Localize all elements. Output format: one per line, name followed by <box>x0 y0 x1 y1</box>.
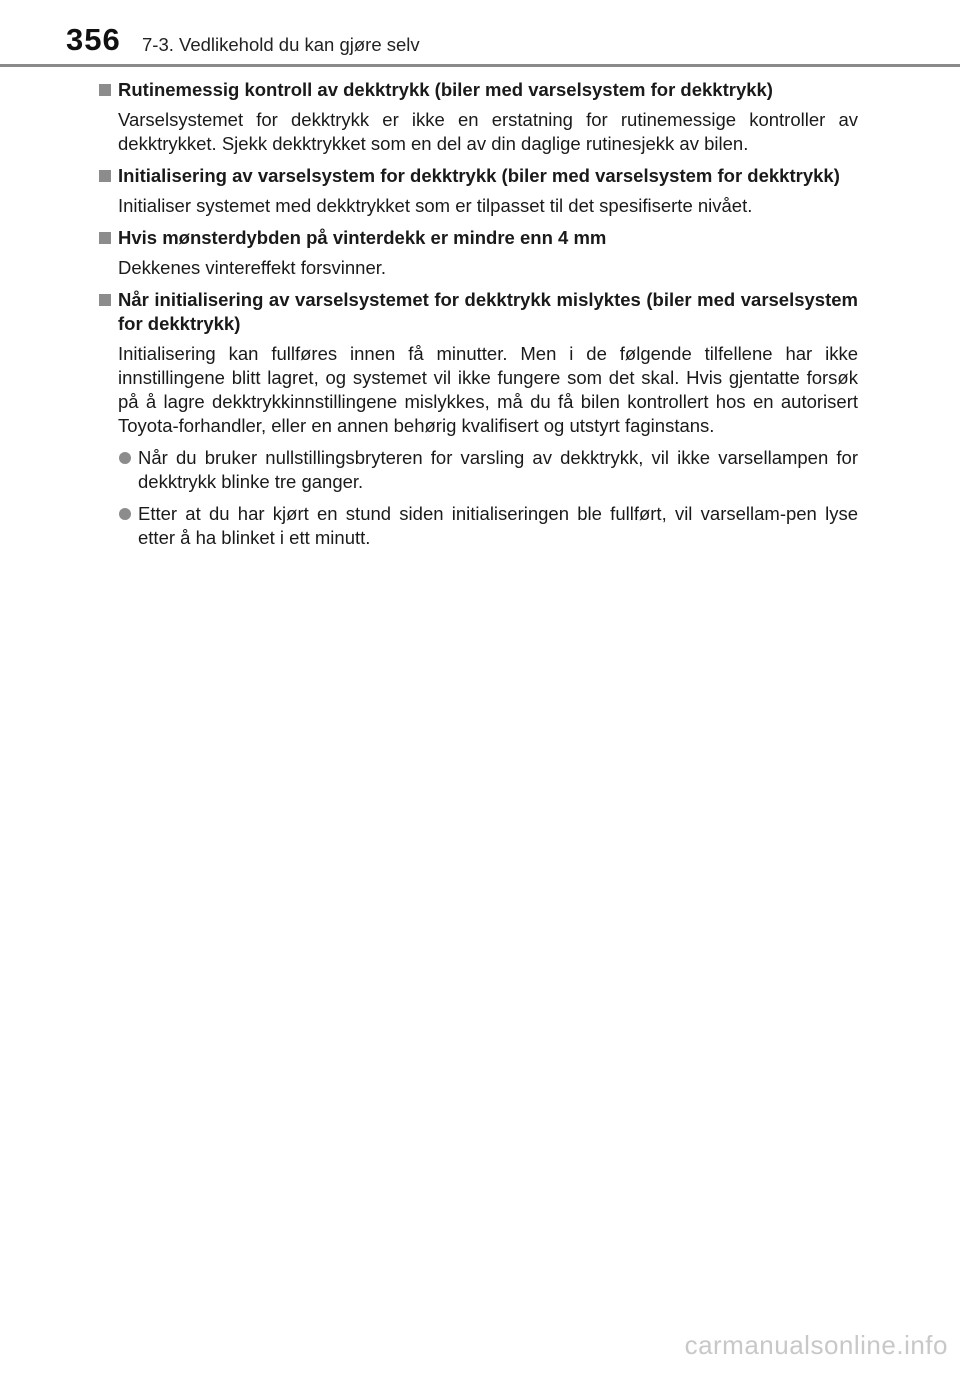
header-divider <box>0 64 960 67</box>
section-heading <box>98 226 858 250</box>
section-body: Initialisering kan fullføres innen få minutter. Men i de følgende tilfellene har ikke innstillingene blitt lagret, og systemet vil ikke fungere som det skal. Hvis gjentatte forsøk på å lagre dekktrykkinnstillingene mislykkes, må du få bilen kontrollert hos en autorisert Toyota-forhandler, eller en annen behørig kvalifisert og utstyrt faginstans. <box>118 343 858 436</box>
section-heading-text: Hvis mønsterdybden på vinterdekk er mindre enn 4 mm <box>118 227 607 248</box>
section-heading-text: Rutinemessig kontroll av dekktrykk (biler med varselsystem for dekktrykk) <box>118 79 773 100</box>
section-heading-text: Initialisering av varselsystem for dekktrykk (biler med varselsystem for dekktrykk) <box>118 165 840 186</box>
section-body: Dekkenes vintereffekt forsvinner. <box>118 257 387 278</box>
square-bullet-icon <box>99 294 111 306</box>
list-item-text: Etter at du har kjørt en stund siden initialiseringen ble fullført, vil varsellam-pen lyse etter å ha blinket i ett minutt. <box>138 503 858 548</box>
list-item-text: Når du bruker nullstillingsbryteren for varsling av dekktrykk, vil ikke varsellampen for dekktrykk blinke tre ganger. <box>138 447 858 492</box>
section-heading-text: Når initialisering av varselsystemet for dekktrykk mislyktes (biler med varselsystem for dekktrykk) <box>118 289 858 334</box>
square-bullet-icon <box>99 170 111 182</box>
list-item <box>98 502 858 550</box>
section-body: Initialiser systemet med dekktrykket som er tilpasset til det spesifiserte nivået. <box>118 195 753 216</box>
list-item <box>98 446 858 494</box>
section-title: 7-3. Vedlikehold du kan gjøre selv <box>142 34 420 55</box>
round-bullet-icon <box>119 452 131 464</box>
section-initialization <box>98 164 858 218</box>
section-routine-check <box>98 78 858 156</box>
square-bullet-icon <box>99 232 111 244</box>
section-winter-tires <box>98 226 858 280</box>
section-heading <box>98 164 858 188</box>
square-bullet-icon <box>99 84 111 96</box>
section-initialization-failed <box>98 288 858 550</box>
section-heading <box>98 78 858 102</box>
section-heading <box>98 288 858 336</box>
round-bullet-icon <box>119 508 131 520</box>
main-content <box>98 78 858 558</box>
page-number: 356 <box>66 22 121 57</box>
watermark: carmanualsonline.info <box>684 1330 948 1360</box>
section-body: Varselsystemet for dekktrykk er ikke en erstatning for rutinemessige kontroller av dekktrykket. Sjekk dekktrykket som en del av din daglige rutinesjekk av bilen. <box>118 109 858 154</box>
